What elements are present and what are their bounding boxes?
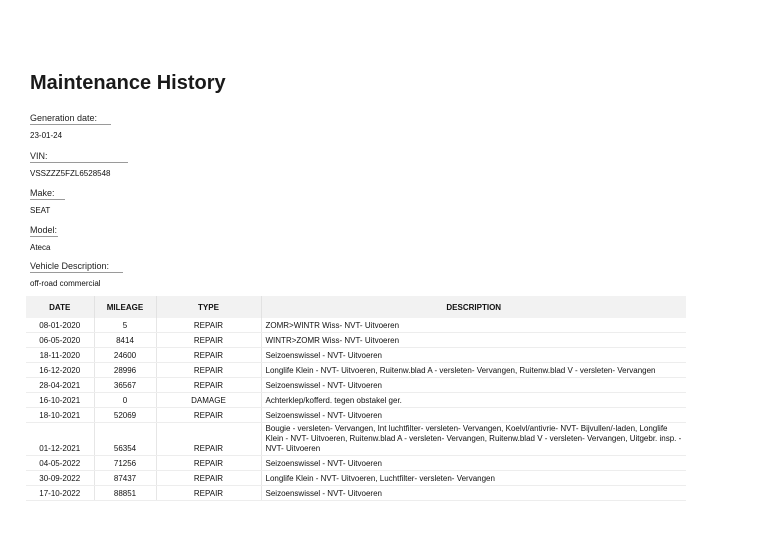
model-field (30, 220, 58, 252)
table-header-row (26, 296, 686, 318)
date-cell: 06-05-2020 (26, 333, 94, 348)
type-cell: REPAIR (156, 456, 261, 471)
table-row (26, 348, 686, 363)
date-cell: 04-05-2022 (26, 456, 94, 471)
mileage-cell: 88851 (94, 486, 156, 501)
description-cell: WINTR>ZOMR Wiss- NVT- Uitvoeren (261, 333, 686, 348)
type-cell: DAMAGE (156, 393, 261, 408)
description-cell: Longlife Klein - NVT- Uitvoeren, Luchtfilter- versleten- Vervangen (261, 471, 686, 486)
vin-label: VIN: (30, 151, 128, 163)
table-row (26, 456, 686, 471)
date-cell: 30-09-2022 (26, 471, 94, 486)
table-row (26, 393, 686, 408)
description-column-header: DESCRIPTION (261, 296, 686, 318)
mileage-cell: 8414 (94, 333, 156, 348)
description-cell: Seizoenswissel - NVT- Uitvoeren (261, 456, 686, 471)
date-cell: 08-01-2020 (26, 318, 94, 333)
vehicle-description-label: Vehicle Description: (30, 261, 123, 273)
generation-date-label: Generation date: (30, 113, 111, 125)
mileage-cell: 56354 (94, 423, 156, 456)
type-cell: REPAIR (156, 408, 261, 423)
mileage-cell: 71256 (94, 456, 156, 471)
table-row (26, 471, 686, 486)
description-cell: Longlife Klein - NVT- Uitvoeren, Ruitenw.blad A - versleten- Vervangen, Ruitenw.blad V - versleten- Vervangen (261, 363, 686, 378)
type-cell: REPAIR (156, 471, 261, 486)
table-row (26, 378, 686, 393)
type-column-header: TYPE (156, 296, 261, 318)
vehicle-description-field (30, 256, 123, 288)
date-cell: 01-12-2021 (26, 423, 94, 456)
date-cell: 28-04-2021 (26, 378, 94, 393)
date-cell: 18-11-2020 (26, 348, 94, 363)
type-cell: REPAIR (156, 348, 261, 363)
date-cell: 18-10-2021 (26, 408, 94, 423)
table-row (26, 408, 686, 423)
type-cell: REPAIR (156, 363, 261, 378)
description-cell: Seizoenswissel - NVT- Uitvoeren (261, 486, 686, 501)
mileage-cell: 36567 (94, 378, 156, 393)
date-column-header: DATE (26, 296, 94, 318)
mileage-column-header: MILEAGE (94, 296, 156, 318)
make-value: SEAT (30, 206, 51, 215)
generation-date-value: 23-01-24 (30, 131, 63, 140)
mileage-cell: 5 (94, 318, 156, 333)
vehicle-description-value: off-road commercial (30, 279, 101, 288)
type-cell: REPAIR (156, 378, 261, 393)
model-label: Model: (30, 225, 58, 235)
mileage-cell: 52069 (94, 408, 156, 423)
type-cell: REPAIR (156, 423, 261, 456)
table-body (26, 318, 686, 501)
page-title: Maintenance History (30, 72, 226, 94)
generation-date-field (30, 108, 111, 140)
make-field (30, 183, 65, 215)
date-cell: 16-10-2021 (26, 393, 94, 408)
make-label: Make: (30, 188, 65, 200)
table-row (26, 423, 686, 456)
description-cell: Seizoenswissel - NVT- Uitvoeren (261, 408, 686, 423)
maintenance-table (26, 296, 686, 501)
mileage-cell: 87437 (94, 471, 156, 486)
mileage-cell: 28996 (94, 363, 156, 378)
mileage-cell: 24600 (94, 348, 156, 363)
description-cell: Achterklep/kofferd. tegen obstakel ger. (261, 393, 686, 408)
table-row (26, 333, 686, 348)
description-cell: Bougie - versleten- Vervangen, Int luchtfilter- versleten- Vervangen, Koelvl/antivrie- NVT- Bijvullen/-laden, Longlife Klein - NVT- Uitvoeren, Ruitenw.blad A - versleten- Vervangen, Ruitenw.blad V - versleten- Vervangen, Uitgebr. insp. - NVT- Uitvoeren (261, 423, 686, 456)
mileage-cell: 0 (94, 393, 156, 408)
model-value: Ateca (30, 243, 51, 252)
type-cell: REPAIR (156, 333, 261, 348)
type-cell: REPAIR (156, 318, 261, 333)
date-cell: 16-12-2020 (26, 363, 94, 378)
description-cell: Seizoenswissel - NVT- Uitvoeren (261, 378, 686, 393)
date-cell: 17-10-2022 (26, 486, 94, 501)
table-row (26, 318, 686, 333)
table-row (26, 486, 686, 501)
table-row (26, 363, 686, 378)
type-cell: REPAIR (156, 486, 261, 501)
vin-value: VSSZZZ5FZL6528548 (30, 169, 111, 178)
description-cell: Seizoenswissel - NVT- Uitvoeren (261, 348, 686, 363)
description-cell: ZOMR>WINTR Wiss- NVT- Uitvoeren (261, 318, 686, 333)
vin-field (30, 146, 128, 178)
